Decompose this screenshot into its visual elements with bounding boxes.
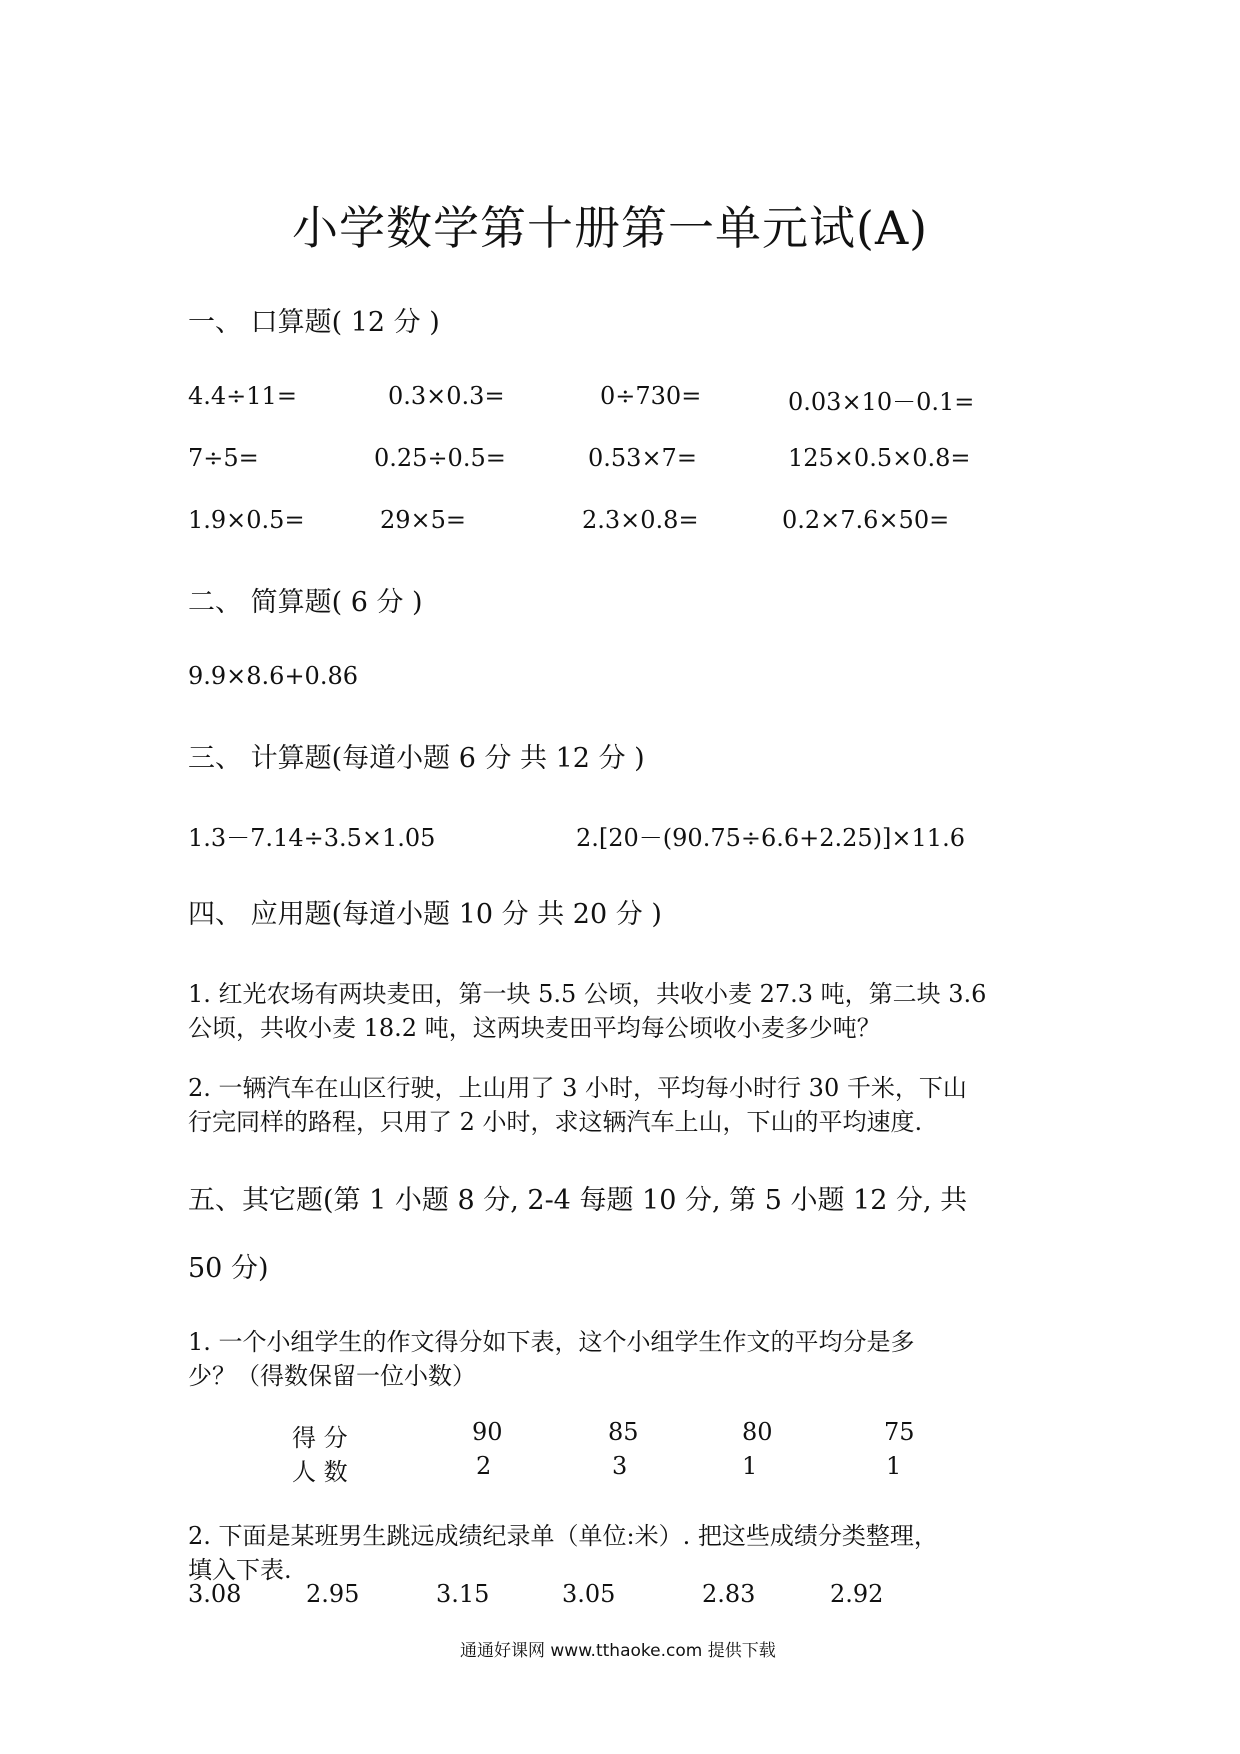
s3-problem-2: 2.[20－(90.75÷6.6+2.25)]×11.6: [576, 824, 965, 852]
s4-q2-line1: 2. 一辆汽车在山区行驶，上山用了 3 小时，平均每小时行 30 千米，下山: [188, 1074, 967, 1102]
s1-r1-c3: 0÷730=: [600, 382, 702, 410]
s1-r3-c3: 2.3×0.8=: [582, 506, 699, 534]
table-row2-label: 人 数: [292, 1458, 348, 1486]
s1-r2-c3: 0.53×7=: [588, 444, 697, 472]
section-5-heading-line2: 50 分): [188, 1253, 269, 1284]
s1-r2-c2: 0.25÷0.5=: [374, 444, 506, 472]
table-row2-c4: 1: [886, 1452, 902, 1480]
s1-r1-c2: 0.3×0.3=: [388, 382, 505, 410]
s1-r1-c1: 4.4÷11=: [188, 382, 297, 410]
jump-value: 2.92: [830, 1580, 884, 1608]
s3-problem-1: 1.3－7.14÷3.5×1.05: [188, 824, 436, 852]
table-row1-c3: 80: [742, 1418, 773, 1446]
s5-q1-line1: 1. 一个小组学生的作文得分如下表，这个小组学生作文的平均分是多: [188, 1328, 915, 1356]
jump-value: 2.83: [702, 1580, 756, 1608]
s2-problem: 9.9×8.6+0.86: [188, 662, 358, 690]
s1-r3-c2: 29×5=: [380, 506, 467, 534]
s1-r2-c4: 125×0.5×0.8=: [788, 444, 971, 472]
table-row1-label: 得 分: [292, 1424, 348, 1452]
section-4-heading: 四、 应用题(每道小题 10 分 共 20 分 ): [188, 899, 662, 930]
footer-text: 通通好课网 www.tthaoke.com 提供下载: [460, 1641, 776, 1661]
s4-q1-line2: 公顷，共收小麦 18.2 吨，这两块麦田平均每公顷收小麦多少吨？: [188, 1014, 881, 1042]
s1-r2-c1: 7÷5=: [188, 444, 259, 472]
jump-value: 2.95: [306, 1580, 360, 1608]
jump-value: 3.15: [436, 1580, 490, 1608]
s5-q1-line2: 少？（得数保留一位小数）: [188, 1362, 476, 1390]
section-5-heading-line1: 五、其它题(第 1 小题 8 分, 2-4 每题 10 分, 第 5 小题 12 分, 共: [188, 1185, 968, 1216]
s4-q2-line2: 行完同样的路程，只用了 2 小时，求这辆汽车上山，下山的平均速度.: [188, 1108, 923, 1136]
s4-q1-line1: 1. 红光农场有两块麦田，第一块 5.5 公顷，共收小麦 27.3 吨，第二块 3.6: [188, 980, 987, 1008]
jump-value: 3.08: [188, 1580, 242, 1608]
jump-value: 3.05: [562, 1580, 616, 1608]
table-row1-c4: 75: [884, 1418, 915, 1446]
page-title: 小学数学第十册第一单元试(A): [292, 201, 929, 255]
s1-r3-c1: 1.9×0.5=: [188, 506, 305, 534]
section-2-heading: 二、 简算题( 6 分 ): [188, 587, 423, 618]
s5-q2-line1: 2. 下面是某班男生跳远成绩纪录单（单位:米）. 把这些成绩分类整理，: [188, 1522, 938, 1550]
section-1-heading: 一、 口算题( 12 分 ): [188, 307, 440, 338]
table-row1-c1: 90: [472, 1418, 503, 1446]
section-3-heading: 三、 计算题(每道小题 6 分 共 12 分 ): [188, 743, 645, 774]
table-row2-c1: 2: [476, 1452, 492, 1480]
s1-r1-c4: 0.03×10－0.1=: [788, 388, 975, 416]
table-row2-c3: 1: [742, 1452, 758, 1480]
s5-q2-line2: 填入下表.: [188, 1556, 292, 1584]
table-row1-c2: 85: [608, 1418, 639, 1446]
table-row2-c2: 3: [612, 1452, 628, 1480]
s1-r3-c4: 0.2×7.6×50=: [782, 506, 950, 534]
